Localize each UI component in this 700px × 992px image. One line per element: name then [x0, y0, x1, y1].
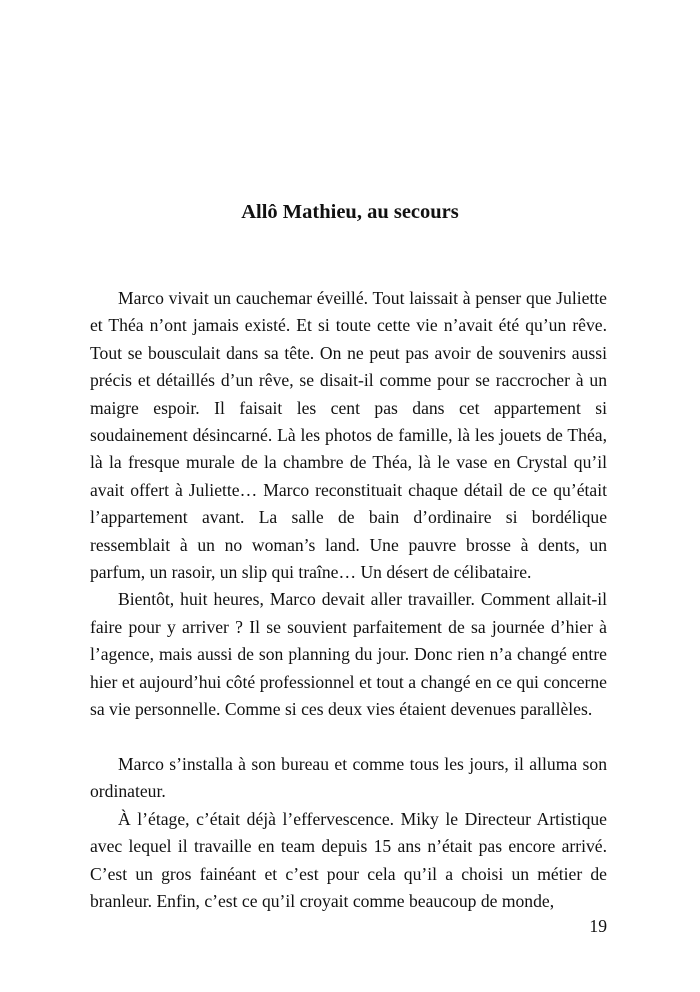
page-number: 19 [589, 916, 607, 936]
paragraph: Bientôt, huit heures, Marco devait aller travailler. Comment allait-il faire pour y arriver ? Il se souvient parfaitement de sa journée d’hier à l’agence, mais aussi de son planning du jour. Donc rien n’a changé entre hier et aujourd’hui côté professionnel et tout a changé en ce qui concerne sa vie personnelle. Comme si ces deux vies étaient devenues parallèles. [90, 589, 607, 720]
body-text [90, 285, 607, 915]
paragraph: Marco vivait un cauchemar éveillé. Tout laissait à penser que Juliette et Théa n’ont jamais existé. Et si toute cette vie n’avait été qu’un rêve. Tout se bousculait dans sa tête. On ne peut pas avoir de souvenirs aussi précis et détaillés d’un rêve, se disait-il comme pour se raccrocher à un maigre espoir. Il faisait les cent pas dans cet appartement si soudainement désincarné. Là les photos de famille, là les jouets de Théa, là la fresque murale de la chambre de Théa, là le vase en Crystal qu’il avait offert à Juliette… Marco reconstituait chaque détail de ce qu’était l’appartement avant. La salle de bain d’ordinaire si bordélique ressemblait à un no woman’s land. Une pauvre brosse à dents, un parfum, un rasoir, un slip qui traîne… Un désert de célibataire. [90, 288, 607, 583]
paragraph: À l’étage, c’était déjà l’effervescence. Miky le Directeur Artistique avec lequel il travaille en team depuis 15 ans n’était pas encore arrivé. C’est un gros fainéant et c’est pour cela qu’il a choisi un métier de branleur. Enfin, c’est ce qu’il croyait comme beaucoup de monde, [90, 808, 607, 911]
paragraph: Marco s’installa à son bureau et comme tous les jours, il alluma son ordinateur. [90, 753, 607, 802]
chapter-title: Allô Mathieu, au secours [241, 201, 459, 223]
